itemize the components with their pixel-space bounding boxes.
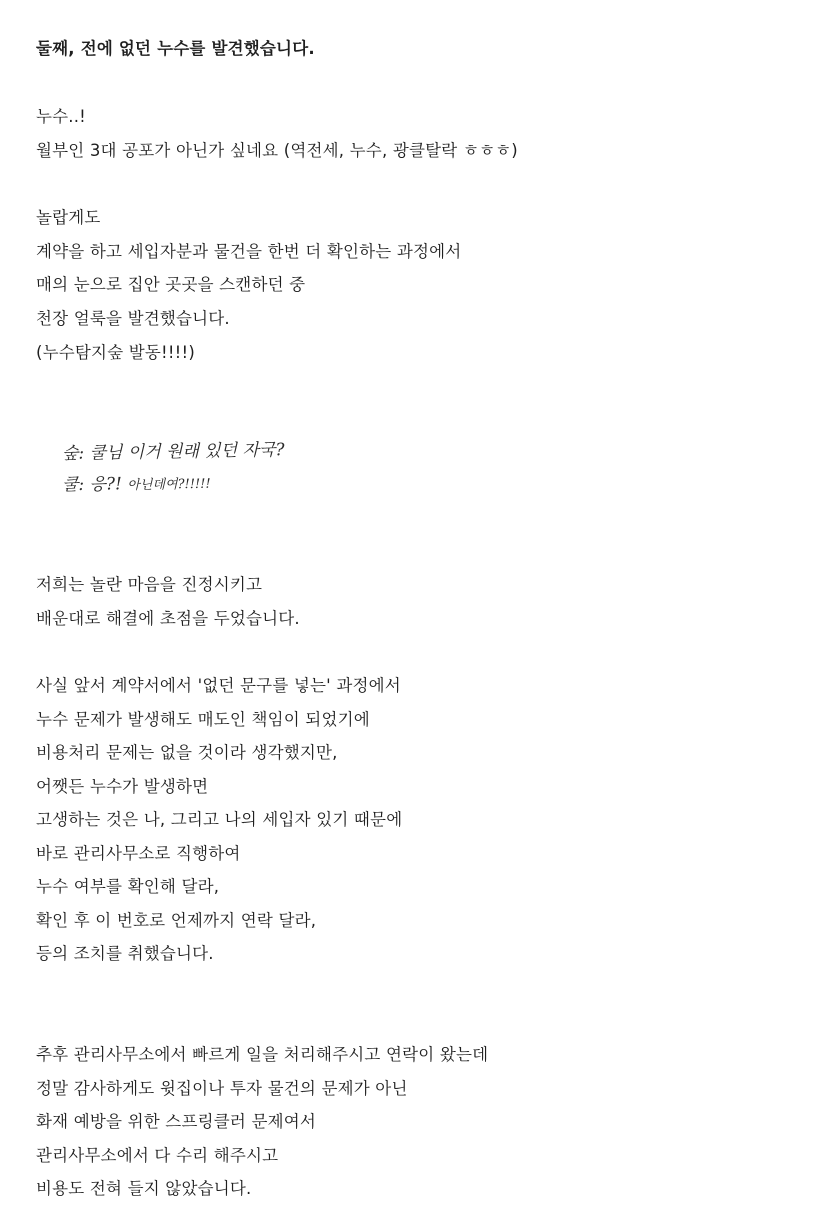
text-line: 바로 관리사무소로 직행하여 [36,844,241,863]
dialogue-line [62,438,285,466]
text-line: 누수 여부를 확인해 달라, [36,877,220,896]
speaker-label: 숲: [61,443,85,464]
text-line: (누수탐지숲 발동!!!!) [36,343,195,362]
text-line: 비용도 전혀 들지 않았습니다. [36,1179,252,1198]
text-line: 등의 조치를 취했습니다. [36,944,214,963]
text-line: 천장 얼룩을 발견했습니다. [36,309,230,328]
text-line: 추후 관리사무소에서 빠르게 일을 처리해주시고 연락이 왔는데 [36,1045,489,1064]
text-line: 화재 예방을 위한 스프링클러 문제여서 [36,1112,317,1131]
text-line: 배운대로 해결에 초점을 두었습니다. [36,609,300,628]
dialogue-line [62,471,211,500]
dialogue-text: 쿨님 이거 원래 있던 자국? [89,440,285,464]
text-line: 월부인 3대 공포가 아닌가 싶네요 (역전세, 누수, 광클탈락 ㅎㅎㅎ) [36,141,518,160]
text-line: 누수..! [36,107,86,126]
text-line: 고생하는 것은 나, 그리고 나의 세입자 있기 때문에 [36,810,403,829]
text-line: 비용처리 문제는 없을 것이라 생각했지만, [36,743,338,762]
text-line: 놀랍게도 [36,208,101,227]
text-line: 누수 문제가 발생해도 매도인 책임이 되었기에 [36,710,370,729]
text-line: 계약을 하고 세입자분과 물건을 한번 더 확인하는 과정에서 [36,242,462,261]
speaker-label: 쿨: [61,474,85,496]
text-line: 사실 앞서 계약서에서 '없던 문구를 넣는' 과정에서 [36,676,401,695]
text-line: 확인 후 이 번호로 언제까지 연락 달라, [36,911,317,930]
dialogue-text: 응?! [89,474,123,495]
text-line: 정말 감사하게도 윗집이나 투자 물건의 문제가 아닌 [36,1079,408,1098]
text-line: 어쨋든 누수가 발생하면 [36,777,209,796]
text-line: 관리사무소에서 다 수리 해주시고 [36,1146,279,1165]
text-line: 매의 눈으로 집안 곳곳을 스캔하던 중 [36,275,306,294]
text-line: 저희는 놀란 마음을 진정시키고 [36,575,263,594]
section-heading: 둘째, 전에 없던 누수를 발견했습니다. [36,39,315,58]
dialogue-text-small: 아닌데여?!!!!! [127,476,211,494]
